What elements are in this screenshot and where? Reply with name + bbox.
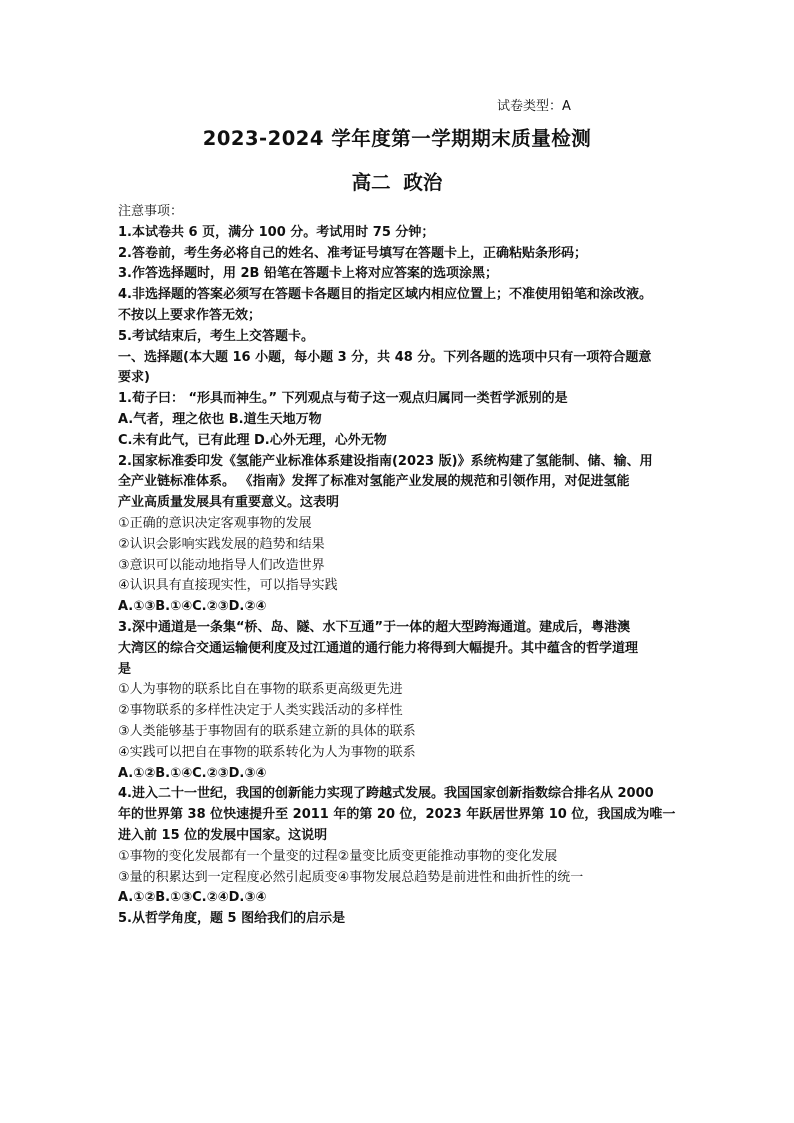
question-stem: 进入前 15 位的发展中国家。这说明	[118, 827, 328, 843]
question-stem: 年的世界第 38 位快速提升至 2011 年的第 20 位，2023 年跃居世界第 10 位，我国成为唯一	[118, 807, 676, 823]
notice-heading: 注意事项：	[118, 204, 184, 219]
notice-item: 1.本试卷共 6 页，满分 100 分。考试用时 75 分钟；	[118, 224, 435, 240]
notice-item: 3.作答选择题时，用 2B 铅笔在答题卡上将对应答案的选项涂黑；	[118, 266, 498, 282]
statement-item: ④认识具有直接现实性，可以指导实践	[118, 578, 338, 594]
question-stem: 2.国家标准委印发《氢能产业标准体系建设指南(2023 版)》系统构建了氢能制、储、输、用	[118, 453, 653, 469]
question-stem: 产业高质量发展具有重要意义。这表明	[118, 495, 340, 511]
question-stem: 3.深中通道是一条集“桥、岛、隧、水下互通”于一体的超大型跨海通道。建成后，粤港澳	[118, 619, 631, 635]
notice-item: 2.答卷前，考生务必将自己的姓名、准考证号填写在答题卡上，正确粘贴条形码；	[118, 245, 587, 261]
section-heading: 一、选择题(本大题 16 小题，每小题 3 分，共 48 分。下列各题的选项中只有一项符合题意	[118, 349, 652, 365]
question-stem: 全产业链标准体系。 《指南》发挥了标准对氢能产业发展的规范和引领作用，对促进氢能	[118, 474, 630, 490]
exam-title: 2023-2024 学年度第一学期期末质量检测	[202, 127, 592, 150]
question-options: A.气者，理之依也 B.道生天地万物	[118, 411, 322, 427]
question-stem: 1.荀子曰： “形具而神生。” 下列观点与荀子这一观点归属同一类哲学派别的是	[118, 391, 568, 407]
exam-subtitle: 高二 政治	[351, 171, 443, 194]
notice-item-continued: 不按以上要求作答无效；	[118, 307, 262, 323]
statement-item: ①事物的变化发展都有一个量变的过程②量变比质变更能推动事物的变化发展	[118, 848, 558, 864]
question-options: A.①③B.①④C.②③D.②④	[118, 599, 267, 615]
statement-item: ①人为事物的联系比自在事物的联系更高级更先进	[118, 682, 403, 698]
notice-item: 5.考试结束后，考生上交答题卡。	[118, 328, 314, 344]
statement-item: ④实践可以把自在事物的联系转化为人为事物的联系	[118, 744, 416, 760]
question-stem: 大湾区的综合交通运输便利度及过江通道的通行能力将得到大幅提升。其中蕴含的哲学道理	[118, 640, 639, 656]
question-stem: 是	[118, 661, 132, 677]
statement-item: ②事物联系的多样性决定于人类实践活动的多样性	[118, 703, 403, 719]
statement-item: ②认识会影响实践发展的趋势和结果	[118, 536, 325, 552]
statement-item: ③人类能够基于事物固有的联系建立新的具体的联系	[118, 723, 416, 739]
question-options: A.①②B.①③C.②④D.③④	[118, 890, 267, 906]
section-heading-continued: 要求)	[118, 370, 150, 386]
statement-item: ①正确的意识决定客观事物的发展	[118, 515, 312, 531]
question-stem: 5.从哲学角度，题 5 图给我们的启示是	[118, 911, 346, 927]
question-options: C.未有此气，已有此理 D.心外无理，心外无物	[118, 432, 387, 448]
paper-type-label: 试卷类型：A	[497, 99, 571, 114]
question-options: A.①②B.①④C.②③D.③④	[118, 765, 267, 781]
exam-body	[118, 202, 678, 930]
notice-item: 4.非选择题的答案必须写在答题卡各题目的指定区域内相应位置上；不准使用铅笔和涂改液。	[118, 287, 652, 303]
statement-item: ③量的积累达到一定程度必然引起质变④事物发展总趋势是前进性和曲折性的统一	[118, 869, 584, 885]
question-stem: 4.进入二十一世纪，我国的创新能力实现了跨越式发展。我国国家创新指数综合排名从 2000	[118, 786, 654, 802]
statement-item: ③意识可以能动地指导人们改造世界	[118, 557, 325, 573]
